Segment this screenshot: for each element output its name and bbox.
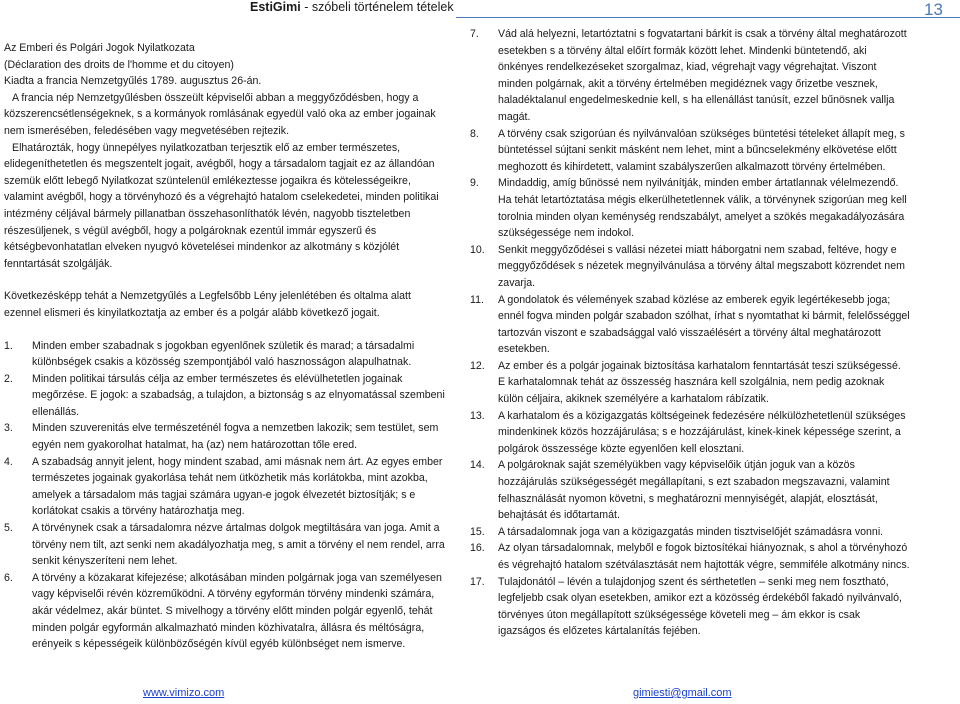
article-item <box>4 420 450 453</box>
article-text: A szabadság annyit jelent, hogy mindent szabad, ami másnak nem árt. Az egyes ember természetes jogainak gyakorlása tehát nem ütközhetik más korlátokba, mint azokba, amelyek a társadalom más tagjai számára ugyan-e jogok élvezetét biztosítják; s e korlátokat csakis a törvény határozhatja meg. <box>32 455 443 518</box>
preamble-paragraph: A francia nép Nemzetgyűlésben összeült képviselői abban a meggyőződésben, hogy a közszerencsétlenségeknek, s a kormányok romlásának egyedül való oka az ember jogainak nem ismerésében, feledésében vagy megvetésében rejtezik. <box>4 91 436 137</box>
article-text: Vád alá helyezni, letartóztatni s fogvatartani bárkit is csak a törvény által meghatározott esetekben s a törvény által előírt formák között lehet. Mindenki büntetendő, aki önkényes rendelkezéseket szorgalmaz, kiad, végrehajt vagy végrehajtat. Viszont minden polgárnak, akit a törvény értelmében megidéznek vagy őrizetbe vesznek, haladéktalanul engedelmeskednie kell, s ha ellenállást tanúsít, ezzel bűnösnek vallja magát. <box>498 28 907 123</box>
article-item <box>4 454 450 520</box>
article-item <box>470 457 910 523</box>
article-item <box>470 126 910 176</box>
article-item <box>4 371 450 421</box>
article-item <box>470 26 910 126</box>
article-number: 17. <box>470 575 485 588</box>
article-number: 13. <box>470 409 485 422</box>
page-number: 13 <box>924 0 943 19</box>
article-text: Minden politikai társulás célja az ember természetes és elévülhetetlen jogainak megőrzése. E jogok: a szabadság, a tulajdon, a biztonság s az elnyomatással szembeni ellenállás. <box>32 372 445 418</box>
article-number: 7. <box>470 28 479 40</box>
article-number: 15. <box>470 525 485 538</box>
article-text: A törvény a közakarat kifejezése; alkotásában minden polgárnak joga van személyesen vagy képviselői révén közreműködni. A törvény egyformán törvény mindenki számára, akár védelmez, akár büntet. S mivelhogy a törvény előtt minden polgár egyenlő, tehát minden polgár egyformán alkalmazható minden közhivatalra, állásra és méltóságra, erényeik s képességeik különbözőségén kívül egyéb különbséget nem ismerve. <box>32 571 442 651</box>
article-number: 9. <box>470 177 479 190</box>
declaration-title: Az Emberi és Polgári Jogok Nyilatkozata <box>4 42 195 54</box>
article-item <box>470 408 910 458</box>
article-number: 2. <box>4 372 13 385</box>
article-item <box>470 540 910 573</box>
issued-line: Kiadta a francia Nemzetgyűlés 1789. augusztus 26-án. <box>4 75 262 88</box>
article-text: Mindaddig, amíg bűnössé nem nyilvánítják, minden ember ártatlannak vélelmezendő. Ha tehát letartóztatása mégis elkerülhetetlennek válik, a törvénynek szigorúan meg kell torolnia minden olyan keménység rendszabályt, amelyet a szökés megakadályozására szükségessége nem indokol. <box>498 177 907 240</box>
header-title <box>250 0 454 14</box>
article-item <box>470 292 910 358</box>
article-text: Az olyan társadalomnak, melyből e fogok biztosítékai hiányoznak, s ahol a törvényhozó és végrehajtó hatalom szétválasztását nem hajtották végre, semmiféle alkotmány nincs. <box>498 542 910 571</box>
article-number: 1. <box>4 339 13 352</box>
article-text: Az ember és a polgár jogainak biztosítása karhatalom fenntartását teszi szükségessé. E karhatalomnak tehát az összesség hasznára kell szolgálnia, nem pedig azoknak külön céljaira, akiknek személyére a karhatalom rábízatik. <box>498 359 901 406</box>
article-text: A gondolatok és vélemények szabad közlése az emberek egyik legértékesebb joga; ennél fogva minden polgár szabadon szólhat, írhat s nyomtathat ki bármit, felelősséggel tartozván viszont e szabadsággal való visszaélésért a törvény által meghatározott esetekben. <box>498 293 910 356</box>
article-number: 4. <box>4 455 13 468</box>
article-number: 12. <box>470 359 485 372</box>
article-item <box>470 574 910 640</box>
article-item <box>470 358 910 408</box>
article-text: Minden szuverenitás elve természeténél fogva a nemzetben lakozik; sem testület, sem egyén nem gyakorolhat hatalmat, ha (az) nem határozottan tőle ered. <box>32 422 439 452</box>
article-item <box>470 175 910 241</box>
article-number: 6. <box>4 571 13 584</box>
article-item <box>4 520 450 570</box>
header-rule <box>456 17 960 18</box>
article-text: Minden ember szabadnak s jogokban egyenlőnek születik és marad; a társadalmi különbségek csakis a közösség szempontjából való hasznosságon alapulhatnak. <box>32 339 415 369</box>
article-number: 3. <box>4 422 13 435</box>
spacer <box>4 322 450 338</box>
article-number: 5. <box>4 522 13 535</box>
article-item <box>4 570 450 653</box>
article-number: 14. <box>470 459 485 472</box>
header-title-bold: EstiGimi <box>250 0 301 14</box>
resolution-paragraph: Elhatározták, hogy ünnepélyes nyilatkozatban terjesztik elő az ember természetes, elidegeníthetetlen és megszentelt jogait, avégből, hogy a társadalom tagjait ez az állandóan szemük előtt lebegő Nyilatkozat szüntelenül emlékeztesse jogaikra és kötelességeikre, valamint avégből, hogy a törvényhozó és a végrehajtó hatalom cselekedetei, minden politikai intézmény céljával bármely pillanatban összehasonlíthatók lévén, nagyobb tiszteletben részesüljenek, s végül avégből, hogy a polgároknak ezentúl immár egyszerű és kétségbevonhatatlan elveken nyugvó követelései mindenkor az alkotmány s közjólét fenntartását szolgálják. <box>4 141 439 270</box>
header-title-rest: - szóbeli történelem tételek <box>300 0 454 14</box>
article-number: 10. <box>470 243 485 256</box>
article-number: 11. <box>470 293 484 306</box>
article-text: A polgároknak saját személyükben vagy képviselőik útján joguk van a közös hozzájárulás szükségességét megállapítani, s ezt szabadon megszavazni, valamint felhasználását nyomon követni, s meghatározni mennyiségét, alapját, elosztását, behajtását és időtartamát. <box>498 459 890 522</box>
article-item <box>470 524 910 541</box>
article-text: Senkit meggyőződései s vallási nézetei miatt háborgatni nem szabad, feltéve, hogy e meggyőződések s nézetek megnyilvánulása a törvény által megszabott közrendet nem zavarja. <box>498 243 905 289</box>
footer-email-link[interactable]: gimiesti@gmail.com <box>633 687 732 699</box>
footer-website-link[interactable]: www.vimizo.com <box>143 687 225 699</box>
proclamation-paragraph: Következésképp tehát a Nemzetgyűlés a Legfelsőbb Lény jelenlétében és oltalma alatt ezennel elismeri és kinyilatkoztatja az ember és a polgár alább következő jogait. <box>4 290 411 319</box>
page-header <box>0 0 960 18</box>
spacer <box>4 272 450 288</box>
article-item <box>470 242 910 292</box>
article-text: A karhatalom és a közigazgatás költségeinek fedezésére nélkülözhetetlenül szükséges mindenkinek közös hozzájárulása; s e hozzájárulást, kinek-kinek képessége szerint, a polgárok összessége közte egyenlően kell elosztani. <box>498 409 906 455</box>
article-text: Tulajdonától – lévén a tulajdonjog szent és sérthetetlen – senki meg nem fosztható, legfeljebb csak olyan esetekben, amikor ezt a közösség érdekéből fakadó nyilvánvaló, törvényes úton megállapított szükségessége követeli meg – ám ekkor is csak igazságos és előzetes kártalanítás fejében. <box>498 575 902 638</box>
article-text: A törvénynek csak a társadalomra nézve ártalmas dolgok megtiltására van joga. Amit a törvény nem tilt, azt senki nem akadályozhatja meg, s amit a törvény el nem rendel, arra senkit kényszeríteni nem lehet. <box>32 522 445 568</box>
article-item <box>4 338 450 371</box>
article-text: A társadalomnak joga van a közigazgatás minden tisztviselőjét számadásra vonni. <box>498 525 884 538</box>
article-number: 8. <box>470 127 479 140</box>
declaration-subtitle: (Déclaration des droits de l'homme et du citoyen) <box>4 58 234 71</box>
articles-list-right <box>470 26 910 640</box>
right-column <box>470 26 910 640</box>
left-column <box>4 40 450 653</box>
articles-list-left <box>4 338 450 653</box>
article-number: 16. <box>470 542 485 555</box>
article-text: A törvény csak szigorúan és nyilvánvalóan szükséges büntetési tételeket állapít meg, s büntetéssel sújtani senkit másként nem lehet, mint a bűncselekmény elkövetése előtt meghozott és kihirdetett, valamint szabályszerűen alkalmazott törvény értelmében. <box>498 127 905 173</box>
